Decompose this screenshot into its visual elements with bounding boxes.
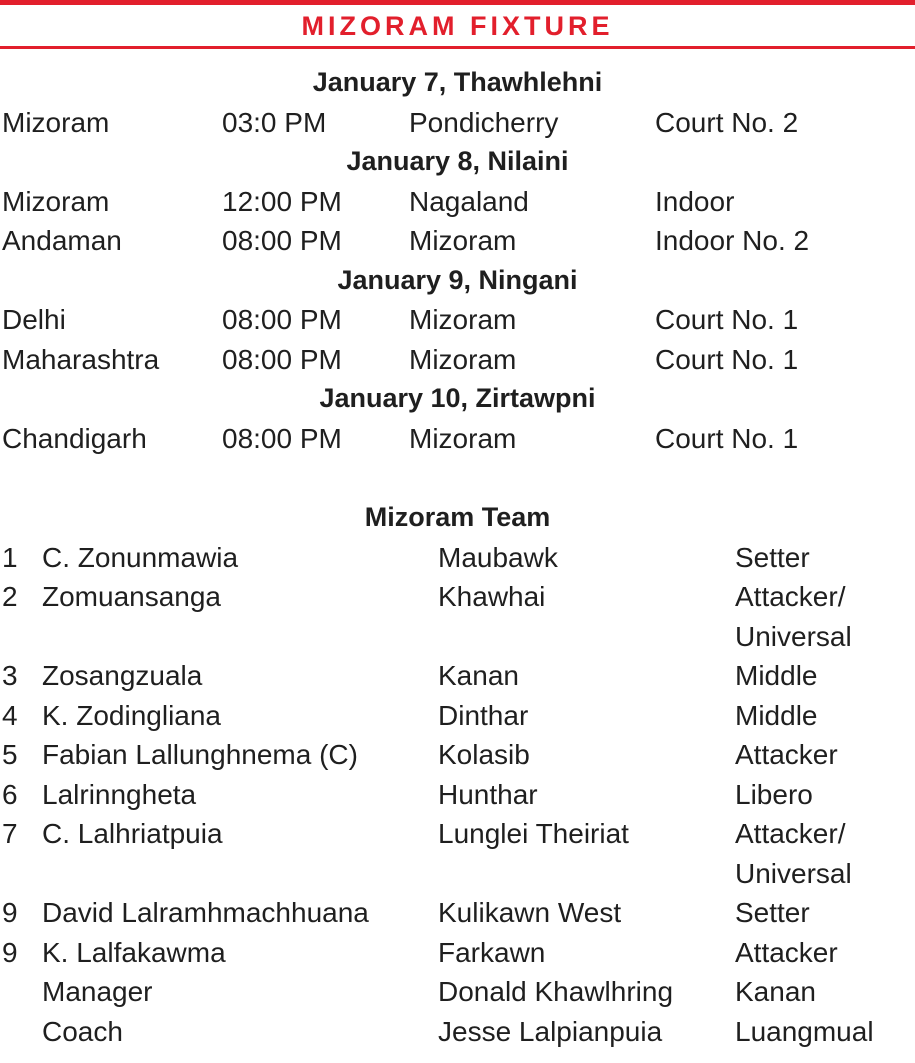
player-role <box>735 814 852 893</box>
player-role-line: Universal <box>735 857 852 889</box>
page-title: MIZORAM FIXTURE <box>301 11 614 41</box>
player-place: Lunglei Theiriat <box>438 818 629 849</box>
player-number: 4 <box>2 699 18 731</box>
home-team: Andaman <box>2 225 122 256</box>
player-number: 3 <box>2 660 18 691</box>
match-venue: Court No. 2 <box>655 106 799 138</box>
player-role: Attacker <box>735 739 838 770</box>
player-name: Zosangzuala <box>42 660 203 691</box>
player-role-line: Attacker/ <box>735 581 846 612</box>
player-place: Kolasib <box>438 739 530 770</box>
home-team: Mizoram <box>2 185 110 217</box>
fixture-list <box>0 63 915 458</box>
player-place: Kulikawn West <box>438 897 622 928</box>
player-name: C. Zonunmawia <box>42 541 239 573</box>
player-role: Setter <box>735 897 810 928</box>
player-number: 6 <box>2 778 18 810</box>
player-name: David Lalramhmachhuana <box>42 897 369 928</box>
player-name: Zomuansanga <box>42 581 222 612</box>
home-team: Chandigarh <box>2 422 147 454</box>
player-row <box>0 933 915 973</box>
top-red-rule <box>0 0 915 5</box>
match-time: 08:00 PM <box>222 422 342 454</box>
match-row <box>0 419 915 459</box>
player-role-line: Attacker/ <box>735 818 846 849</box>
player-place: Hunthar <box>438 778 538 810</box>
player-name: Lalrinngheta <box>42 778 197 810</box>
match-venue: Indoor <box>655 185 735 217</box>
player-place: Kanan <box>438 660 519 691</box>
player-row <box>0 577 915 656</box>
player-role-line: Universal <box>735 620 852 652</box>
player-name: C. Lalhriatpuia <box>42 818 223 849</box>
player-row <box>0 735 915 775</box>
match-venue: Indoor No. 2 <box>655 225 810 256</box>
match-time: 08:00 PM <box>222 343 342 375</box>
player-number: 9 <box>2 897 18 928</box>
player-place: Maubawk <box>438 541 558 573</box>
match-row <box>0 103 915 143</box>
match-row <box>0 221 915 261</box>
player-number: 7 <box>2 818 18 849</box>
player-row <box>0 814 915 893</box>
home-team: Mizoram <box>2 106 110 138</box>
player-row <box>0 656 915 696</box>
team-heading: Mizoram Team <box>364 502 551 532</box>
away-team: Nagaland <box>409 185 529 217</box>
match-venue: Court No. 1 <box>655 343 799 375</box>
staff-title: Manager <box>42 976 153 1007</box>
player-name: K. Lalfakawma <box>42 936 226 968</box>
player-role: Attacker <box>735 936 838 968</box>
player-role: Setter <box>735 541 810 573</box>
team-roster <box>0 498 915 1051</box>
staff-title: Coach <box>42 1015 123 1047</box>
player-role: Middle <box>735 699 818 731</box>
player-number: 9 <box>2 936 18 968</box>
match-venue: Court No. 1 <box>655 304 799 335</box>
title-red-rule <box>0 46 915 49</box>
player-role <box>735 577 852 656</box>
player-row <box>0 538 915 578</box>
staff-place: Luangmual <box>735 1015 874 1047</box>
player-number: 1 <box>2 541 18 573</box>
match-time: 08:00 PM <box>222 225 342 256</box>
player-name: K. Zodingliana <box>42 699 222 731</box>
player-role: Middle <box>735 660 818 691</box>
home-team: Delhi <box>2 304 66 335</box>
staff-row <box>0 1012 915 1052</box>
player-number: 5 <box>2 739 18 770</box>
player-row <box>0 893 915 933</box>
match-row <box>0 340 915 380</box>
match-time: 08:00 PM <box>222 304 342 335</box>
player-number: 2 <box>2 581 18 612</box>
match-row <box>0 300 915 340</box>
date-heading: January 9, Ningani <box>337 264 578 295</box>
date-heading: January 10, Zirtawpni <box>319 383 596 413</box>
match-row <box>0 182 915 222</box>
staff-row <box>0 972 915 1012</box>
away-team: Mizoram <box>409 343 517 375</box>
away-team: Mizoram <box>409 304 517 335</box>
staff-place: Kanan <box>735 976 816 1007</box>
staff-name: Jesse Lalpianpuia <box>438 1015 663 1047</box>
player-place: Dinthar <box>438 699 529 731</box>
player-place: Khawhai <box>438 581 546 612</box>
match-time: 03:0 PM <box>222 106 327 138</box>
away-team: Mizoram <box>409 225 517 256</box>
home-team: Maharashtra <box>2 343 160 375</box>
player-row <box>0 696 915 736</box>
player-name: Fabian Lallunghnema (C) <box>42 739 358 770</box>
away-team: Mizoram <box>409 422 517 454</box>
away-team: Pondicherry <box>409 106 559 138</box>
match-venue: Court No. 1 <box>655 422 799 454</box>
match-time: 12:00 PM <box>222 185 342 217</box>
player-place: Farkawn <box>438 936 546 968</box>
date-heading: January 8, Nilaini <box>346 146 569 176</box>
staff-name: Donald Khawlhring <box>438 976 674 1007</box>
player-role: Libero <box>735 778 813 810</box>
player-row <box>0 775 915 815</box>
date-heading: January 7, Thawhlehni <box>312 67 603 97</box>
